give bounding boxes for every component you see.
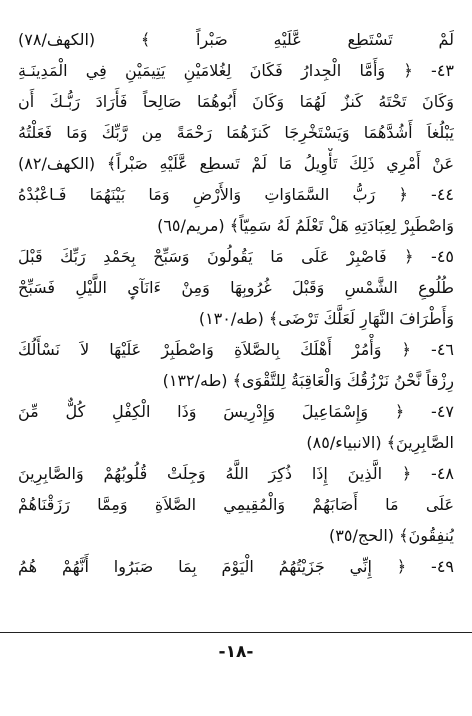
text-line: رِزْقاً نَّحْنُ نَرْزُقُكَ وَالْعَاقِبَةُ لِلتَّقْوَى﴾ (طه/١٣٢) bbox=[162, 371, 454, 390]
text-line: طُلُوعِ الشَّمْسِ وَقَبْلَ غُرُوبِهَا وَمِنْ ءَانَآىِٕ اللَّيْلِ فَسَبِّحْ bbox=[18, 278, 454, 297]
text-line: عَلَى مَا أَصَابَهُمْ وَالْمُقِيمِي الصَّلاَةِ وَمِمَّا رَزَقْنَاهُمْ bbox=[18, 495, 454, 514]
text-line: وَأَطْرَافَ النَّهَارِ لَعَلَّكَ تَرْضَى﴾ (طه/١٣٠) bbox=[198, 309, 454, 328]
text-line: ٤٩- ﴿ إِنِّي جَزَيْتُهُمُ الْيَوْمَ بِمَا صَبَرُوا أَنَّهُمْ هُمُ bbox=[18, 557, 454, 576]
text-line: ٤٧- ﴿ وَإِسْمَاعِيلَ وَإِدْرِيسَ وَذَا الْكِفْلِ كُلٌّ مِّنَ bbox=[18, 402, 454, 421]
text-line: ٤٨- ﴿ الَّذِينَ إِذَا ذُكِرَ اللَّهُ وَجِلَتْ قُلُوبُهُمْ وَالصَّابِرِينَ bbox=[18, 464, 454, 483]
footer-rule bbox=[0, 632, 472, 633]
text-line: ٤٣- ﴿ وَأَمَّا الْجِدارُ فَكَانَ لِغُلامَيْنِ يَتِيمَيْنِ فِي الْمَدِينَـةِ bbox=[18, 61, 454, 80]
text-line: ٤٤- ﴿ رَبُّ السَّمَاوَاتِ وَالأَرْضِ وَمَا بَيْنَهُمَا فَـاعْبُدْهُ bbox=[18, 185, 454, 204]
text-line: لَمْ تَسْتَطِع عَّلَيْهِ صَبْراً ﴾ (الكهف/٧٨) bbox=[18, 30, 454, 49]
page-number: -١٨- bbox=[218, 642, 254, 662]
text-line: الصَّابِرِينَ﴾ (الانبياء/٨٥) bbox=[306, 433, 454, 452]
verses-text-block bbox=[18, 24, 454, 582]
text-line: وَكَانَ تَحْتَهُ كَنزٌ لَهُمَا وَكَانَ أَبُوهُمَا صَالِحاً فَأَرَادَ رَبُّـكَ أَن bbox=[18, 92, 454, 111]
text-line: عَنْ أَمْرِي ذَلِكَ تَأْوِيلُ مَا لَمْ تَسطِع عَّلَيْهِ صَبْراً﴾ (الكهف/٨٢) bbox=[18, 154, 454, 173]
text-line: ٤٦- ﴿ وَأْمُرْ أَهْلَكَ بِالصَّلاَةِ وَاصْطَبِرْ عَلَيْهَا لاَ نَسْأَلُكَ bbox=[18, 340, 454, 359]
text-line: ٤٥- ﴿ فَاصْبِرْ عَلَى مَا يَقُولُونَ وَسَبِّحْ بِحَمْدِ رَبِّكَ قَبْلَ bbox=[18, 247, 454, 266]
text-line: يَبْلُغاَ أَشُدَّهُمَا وَيَسْتَخْرِجَا كَنزَهُمَا رَحْمَةً مِن رَّبِّكَ وَمَا فَعَلْتُهُ bbox=[18, 123, 454, 142]
text-line: وَاصْطَبِرْ لِعِبَادَتِهِ هَلْ تَعْلَمُ لَهُ سَمِيّاً﴾ (مريم/٦٥) bbox=[157, 216, 454, 235]
text-line: يُنفِقُونَ﴾ (الحج/٣٥) bbox=[329, 526, 454, 545]
